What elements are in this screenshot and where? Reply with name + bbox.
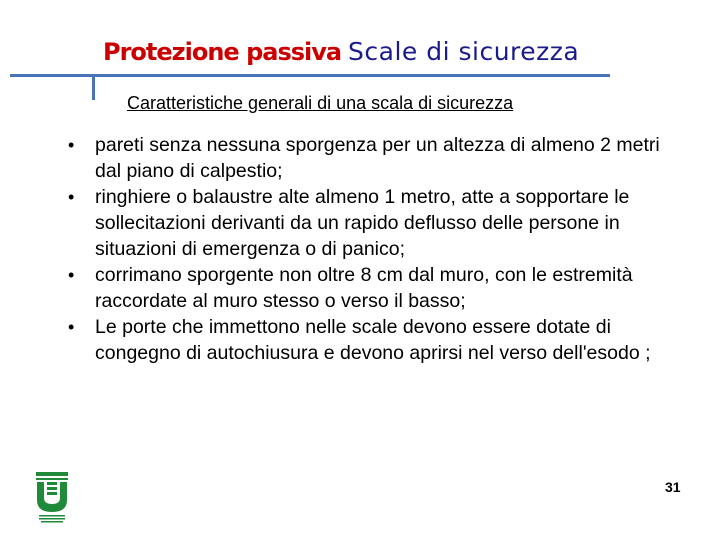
- title-rule-vertical: [92, 77, 95, 100]
- university-logo-icon: [33, 470, 71, 524]
- title-rest: Scale di sicurezza: [348, 37, 580, 66]
- bullet-item-2: • ringhiere o balaustre alte almeno 1 metro, atte a sopportare le sollecitazioni derivanti da un rapido deflusso delle persone in situazioni di emergenza o di panico;: [68, 184, 668, 262]
- title-rule-horizontal: [10, 74, 610, 77]
- bullet-item-3: • corrimano sporgente non oltre 8 cm dal muro, con le estremità raccordate al muro stesso o verso il basso;: [68, 262, 668, 314]
- slide-title: [103, 38, 579, 67]
- bullet-list: [68, 132, 668, 366]
- title-bold: Protezione passiva: [103, 38, 342, 66]
- bullet-item-4: • Le porte che immettono nelle scale devono essere dotate di congegno di autochiusura e devono aprirsi nel verso dell'esodo ;: [68, 314, 668, 366]
- page-number: 31: [665, 479, 681, 495]
- slide-subtitle: Caratteristiche generali di una scala di sicurezza: [127, 93, 514, 113]
- bullet-item-1: • pareti senza nessuna sporgenza per un altezza di almeno 2 metri dal piano di calpestio;: [68, 132, 668, 184]
